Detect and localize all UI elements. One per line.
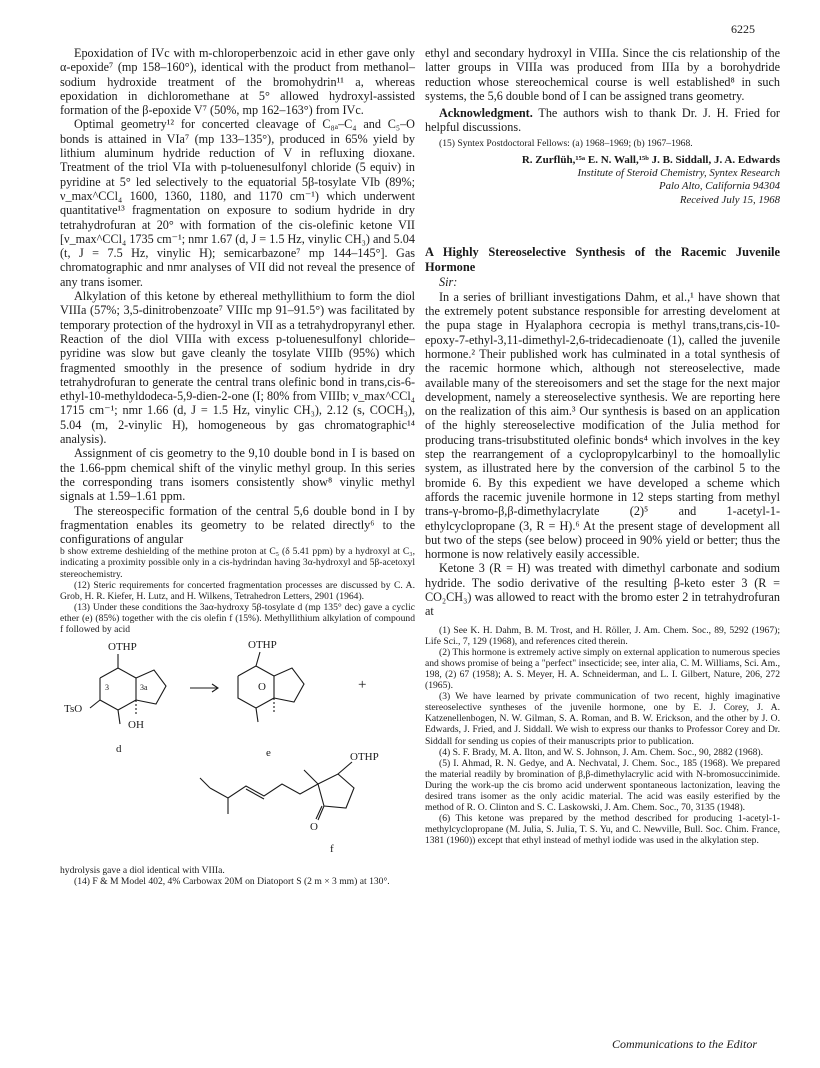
footnote: (13) Under these conditions the 3aα-hydroxy 5β-tosylate d (mp 135° dec) gave a cyclic ether (e) (85%) together with the cis olefin f (15%). Methyllithium alkylation of compound f followed by acid — [60, 601, 415, 636]
footnote: (5) I. Ahmad, R. N. Gedye, and A. Nechvatal, J. Chem. Soc., 185 (1968). We prepared the material readily by bromination of β,β-dimethylacrylic acid with N-bromosuccinimide. During the work-up the cis bromo acid underwent spontaneous lactonization, leaving the desired trans isomer as the only acidic material. The acid was easily esterified by the method of R. O. Clinton and S. C. Laskowski, J. Am. Chem. Soc., 70, 3135 (1948). — [425, 757, 780, 814]
paragraph: Alkylation of this ketone by ethereal methyllithium to form the diol VIIIa (57%; 3,5-dinitrobenzoate⁷ VIIIc mp 91–91.5°) was facilitated by temporary protection of the hydroxyl in VII as a tetrahydropyranyl ether. Reaction of the diol VIIIa with excess p-toluenesulfonyl chloride–pyridine was slow but gave cleanly the tosylate VIIIb (95%) which fragmented smoothly in the presence of sodium hydride in dry tetrahydrofuran to generate the central trans olefinic bond in trans,cis-6-ethyl-10-methyldodeca-5,9-dien-2-one (I; 80% from VIIIb; ν_max^CCl₄ 1715 cm⁻¹; nmr 1.66 (d, J = 1.5 Hz, vinylic CH₃), 2.12 (s, COCH₃), 5.04 (m, 2-vinylic H), homogeneous by gas chromatographic¹⁴ analysis). — [60, 289, 415, 447]
affiliation-location: Palo Alto, California 94304 — [659, 180, 780, 193]
ketone-oxygen: O — [310, 821, 318, 834]
paragraph: Ketone 3 (R = H) was treated with dimethyl carbonate and sodium hydride. The sodio derivative of the resulting β-keto ester 3 (R = CO₂CH₃) was allowed to react with the bromo ester 2 in tetrahydrofuran at — [425, 561, 780, 619]
ring-position-3: 3 — [105, 683, 109, 693]
author-list: R. Zurflüh,¹⁵ᵃ E. N. Wall,¹⁵ᵇ J. B. Siddall, J. A. Edwards — [521, 153, 780, 166]
othp-label-e: OTHP — [248, 639, 277, 652]
othp-label-d: OTHP — [108, 641, 137, 654]
right-column — [425, 46, 780, 846]
footnote: (3) We have learned by private communication of two recent, highly imaginative stereoselective syntheses of the juvenile hormone, one by E. J. Corey, J. A. Katzenellenbogen, N. W. Gilman, S. A. Roman, and B. W. Erickson, and the other by J. O. Edwards, J. Fried, and J. Siddall. We wish to express our thanks to Professor Corey and Dr. Siddall for sending us copies of their manuscripts prior to publication. — [425, 691, 780, 747]
tso-label: TsO — [64, 703, 83, 716]
footnote: (14) F & M Model 402, 4% Carbowax 20M on Diatoport S (2 m × 3 mm) at 130°. — [74, 876, 390, 888]
affiliation: Institute of Steroid Chemistry, Syntex Research — [577, 167, 780, 180]
left-column — [60, 46, 415, 887]
footnote: (12) Steric requirements for concerted fragmentation processes are discussed by C. A. Grob, H. R. Kiefer, H. Lutz, and H. Wilkens, Tetrahedron Letters, 2901 (1964). — [60, 579, 415, 602]
paragraph: Optimal geometry¹² for concerted cleavage of C₈ₐ–C₄ and C₅–O bonds is attained in VIa⁷ (mp 133–135°), produced in 65% yield by lithium aluminum hydride reduction of V in refluxing dioxane. Treatment of the triol VIa with p-toluenesulfonyl chloride (5 equiv) in pyridine at 5° led selectively to the equatorial 5β-tosylate VIb (89%; ν_max^CCl₄ 1600, 1360, 1180, and 1170 cm⁻¹) which underwent quantitative¹³ fragmentation on exposure to sodium hydride in dry tetrahydrofuran at 20° with formation of the cis-olefinic ketone VII [ν_max^CCl₄ 1735 cm⁻¹; nmr 1.67 (d, J = 1.5 Hz, vinylic CH₃) and 5.04 (t, J = 7.5 Hz, vinylic H); semicarbazone⁷ mp 144–145°]. Gas chromatographic and nmr analyses of VII did not reveal the presence of any trans isomer. — [60, 117, 415, 289]
plus-sign: + — [358, 677, 367, 694]
othp-label-f: OTHP — [350, 751, 379, 764]
acknowledgment — [425, 106, 780, 135]
chemical-structures-figure — [60, 638, 415, 863]
journal-section-footer: Communications to the Editor — [612, 1037, 757, 1051]
compound-label-e: e — [266, 747, 271, 760]
ring-position-3a: 3a — [140, 683, 148, 693]
footnote: (15) Syntex Postdoctoral Fellows: (a) 1968–1969; (b) 1967–1968. — [439, 137, 693, 149]
acknowledgment-text: The authors wish to thank Dr. J. H. Fried for helpful discussions. — [425, 106, 780, 135]
footnote: hydrolysis gave a diol identical with VIIIa. — [60, 865, 225, 877]
footnote: (2) This hormone is extremely active simply on external application to numerous species and shows promise of being a "perfect" insecticide; see, inter alia, C. M. Williams, Sci. Am., 198, (2) 67 (1958); A. S. Meyer, H. A. Schneiderman, and L. I. Gilbert, Nature, 206, 272 (1965). — [425, 646, 780, 692]
salutation: Sir: — [439, 275, 458, 290]
compound-label-d: d — [116, 743, 122, 756]
compound-label-f: f — [330, 843, 334, 856]
paragraph: Epoxidation of IVc with m-chloroperbenzoic acid in ether gave only α-epoxide⁷ (mp 158–160°), identical with the product from methanol–sodium hydroxide treatment of the bromohydrin¹¹ a, whereas epoxidation in dichloromethane at 5° allowed hydroxyl-assisted formation of the β-epoxide V⁷ (50%, mp 162–163°) from IVc. — [60, 46, 415, 118]
footnote: (4) S. F. Brady, M. A. Ilton, and W. S. Johnson, J. Am. Chem. Soc., 90, 2882 (1968). — [439, 746, 764, 758]
page-number: 6225 — [731, 22, 755, 36]
footnote: (1) See K. H. Dahm, B. M. Trost, and H. Röller, J. Am. Chem. Soc., 89, 5292 (1967); Life Sci., 7, 129 (1968), and references cited therein. — [425, 624, 780, 647]
paragraph: ethyl and secondary hydroxyl in VIIIa. Since the cis relationship of the latter groups in VIIIa was produced from IIIa by a borohydride reduction whose stereochemical course is well established⁸ in such systems, the 5,6 double bond of I can be assigned trans geometry. — [425, 46, 780, 103]
paragraph: The stereospecific formation of the central 5,6 double bond in I by fragmentation enables its geometry to be related directly⁶ to the configurations of angular — [60, 503, 415, 547]
paragraph: Assignment of cis geometry to the 9,10 double bond in I is based on the 1.66-ppm chemical shift of the vinylic methyl group. In this series the corresponding trans isomers consistently show⁸ vinylic methyl signals at 1.59–1.61 ppm. — [60, 446, 415, 504]
acknowledgment-heading: Acknowledgment. — [439, 106, 533, 121]
ether-oxygen: O — [258, 681, 266, 694]
article-title: A Highly Stereoselective Synthesis of the Racemic Juvenile Hormone — [425, 245, 780, 275]
paragraph: In a series of brilliant investigations Dahm, et al.,¹ have shown that the extremely potent substance responsible for arresting develoment at the pupa stage in Hyalaphora cecropia is methyl trans,trans,cis-10-epoxy-7-ethyl-3,11-dimethyl-2,6-tridecadienoate (1), called the juvenile hormone.² Their published work has culminated in a total synthesis of the racemic hormone which, although not stereoselective, made available many of the stereoisomers and set the stage for the next major development, namely a stereoselective synthesis. We are reporting here on the realization of this aim.³ Our synthesis is based on an application of the highly stereoselective modification of the Julia method for producing trans-trisubstituted olefinic bonds⁴ which involves in the key step the rearrangement of a cyclopropylcarbinyl to the homoallylic system, as illustrated here by the conversion of the carbinol 5 to the bromide 6. By this expedient we have developed a scheme which affords the racemic juvenile hormone in 12 steps starting from methyl trans-γ-bromo-β,β-dimethylacrylate (2)⁵ and 1-acetyl-1-ethylcyclopropane (3, R = H).⁶ At the present stage of development all but two of the steps (see below) proceed in 90% yield or better; thus the hormone is now relatively easily accessible. — [425, 289, 780, 562]
oh-label: OH — [128, 719, 144, 732]
footnote: (6) This ketone was prepared by the method described for producing 1-acetyl-1-methylcyclopropane (M. Julia, S. Julia, T. S. Yu, and C. Newville, Bull. Soc. Chim. France, 1381 (1960)) except that ethyl instead of methyl iodide was used in the alkylation step. — [425, 813, 780, 847]
received-date: Received July 15, 1968 — [679, 194, 780, 207]
footnote: b show extreme deshielding of the methine proton at C₅ (δ 5.41 ppm) by a hydroxyl at C₃, indicating a proximity possible only in a cis-hydrindan having 3α-hydroxyl and 5β-acetoxyl stereochemistry. — [60, 546, 415, 580]
